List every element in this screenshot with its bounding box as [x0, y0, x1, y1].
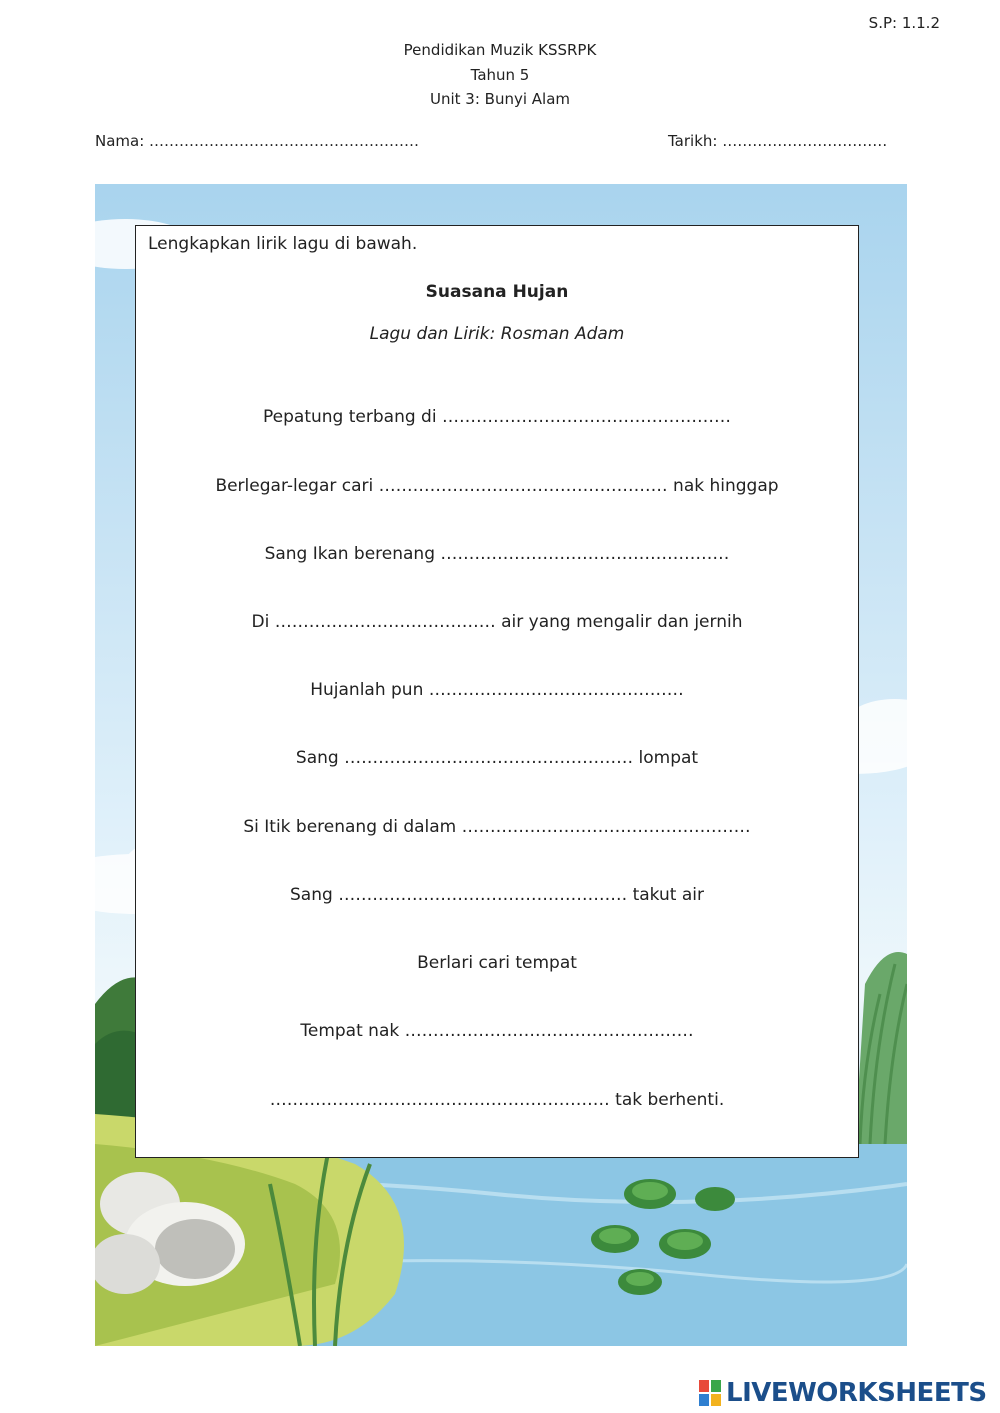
unit-label: Unit 3: Bunyi Alam — [429, 90, 571, 108]
song-title: Suasana Hujan — [425, 282, 569, 302]
lyric-line-11[interactable]: …………………………………………………… tak berhenti. — [269, 1090, 725, 1110]
instruction-text: Lengkapkan lirik lagu di bawah. — [148, 234, 418, 254]
subject-title: Pendidikan Muzik KSSRPK — [403, 41, 597, 59]
lyric-line-8[interactable]: Sang …………………………………………… takut air — [290, 885, 704, 905]
lyric-line-2[interactable]: Berlegar-legar cari …………………………………………… nak hinggap — [215, 476, 779, 496]
lyric-line-10[interactable]: Tempat nak …………………………………………… — [300, 1021, 694, 1041]
lyric-line-5[interactable]: Hujanlah pun ……………………………………… — [310, 680, 684, 700]
song-credit: Lagu dan Lirik: Rosman Adam — [369, 324, 625, 344]
standard-code: S.P: 1.1.2 — [868, 14, 940, 32]
lyrics-worksheet-card — [135, 225, 859, 1158]
brand-name: LIVEWORKSHEETS — [726, 1378, 987, 1408]
document-header — [0, 38, 1000, 112]
name-field[interactable]: Nama: ……………………………………………… — [95, 132, 420, 150]
date-field[interactable]: Tarikh: …………………………… — [668, 132, 888, 150]
lyric-line-3[interactable]: Sang Ikan berenang …………………………………………… — [264, 544, 730, 564]
lyric-line-7[interactable]: Si Itik berenang di dalam …………………………………………… — [243, 817, 751, 837]
liveworksheets-brand[interactable] — [698, 1376, 987, 1410]
lyric-line-1[interactable]: Pepatung terbang di …………………………………………… — [263, 407, 731, 427]
lyric-line-9: Berlari cari tempat — [417, 953, 577, 973]
lyric-line-6[interactable]: Sang …………………………………………… lompat — [295, 748, 699, 768]
liveworksheets-logo-icon — [698, 1379, 722, 1407]
lyric-line-4[interactable]: Di ………………………………… air yang mengalir dan jernih — [251, 612, 743, 632]
year-label: Tahun 5 — [470, 65, 530, 84]
